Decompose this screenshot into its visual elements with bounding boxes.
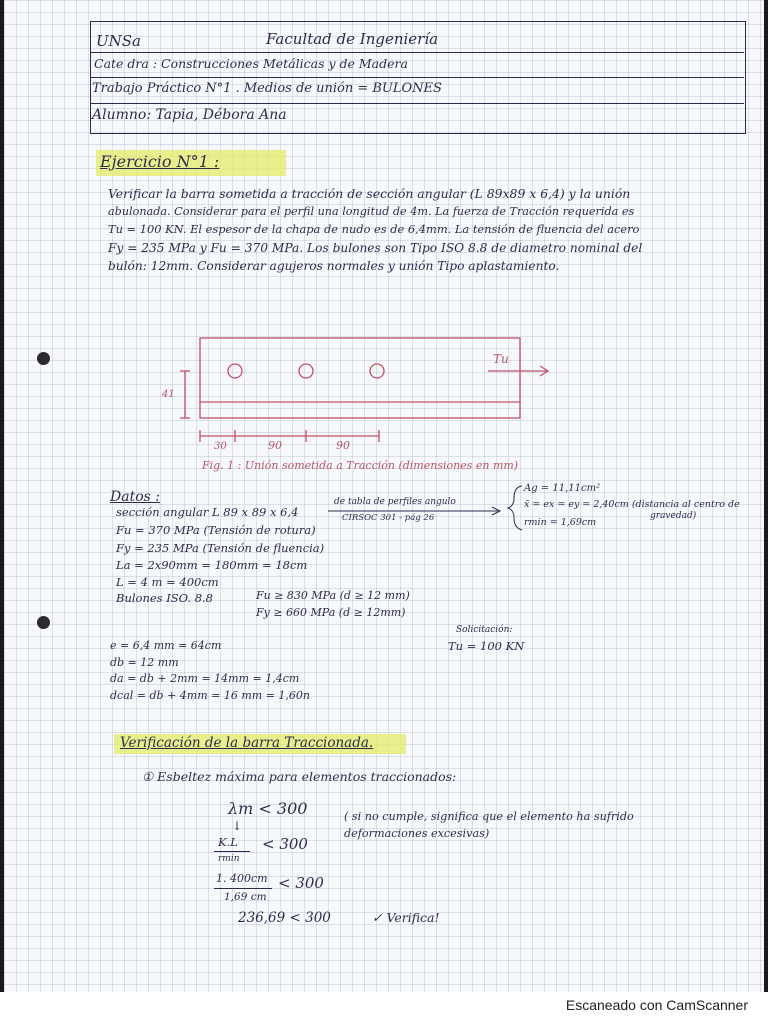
plate-outline	[200, 338, 520, 418]
prop-line: Ag = 11,11cm²	[524, 483, 601, 494]
datos-line: Fy = 235 MPa (Tensión de fluencia)	[116, 541, 325, 555]
prop-line: x̄ = ex = ey = 2,40cm (distancia al centro de	[524, 499, 740, 510]
slenderness-note: ( si no cumple, significa que el elemento ha sufrido deformaciones excesivas)	[344, 810, 634, 840]
verification-subtitle: ① Esbeltez máxima para elementos traccionados:	[142, 769, 457, 784]
solicitacion-value: Tu = 100 KN	[448, 639, 525, 653]
bolt-hole	[370, 364, 384, 378]
exercise-title: Ejercicio N°1 :	[100, 152, 220, 171]
datos-line: La = 2x90mm = 180mm = 18cm	[116, 558, 308, 572]
geom-line: e = 6,4 mm = 64cm	[110, 639, 222, 652]
header-catedra: Cate dra : Construcciones Metálicas y de Madera	[94, 56, 408, 71]
table-ref-bottom: CIRSOC 301 - pág 26	[342, 513, 435, 523]
datos-line: Bulones ISO. 8.8	[116, 591, 214, 605]
geom-line: db = 12 mm	[110, 656, 179, 669]
statement-line: Verificar la barra sometida a tracción de sección angular (L 89x89 x 6,4) y la unión	[108, 186, 631, 201]
kl-denominator: rmin	[218, 854, 240, 864]
solicitacion-label: Solicitación:	[456, 625, 513, 635]
table-ref-top: de tabla de perfiles angulo	[334, 497, 456, 507]
verifica-mark: ✓ Verifica!	[372, 910, 440, 925]
datos-line: Fu = 370 MPa (Tensión de rotura)	[116, 523, 316, 537]
denominator-2: 1,69 cm	[224, 891, 267, 903]
dim-height-label: 41	[162, 389, 175, 400]
fraction-bar	[214, 888, 272, 889]
geom-line: dcal = db + 4mm = 16 mm = 1,60n	[110, 689, 310, 702]
prop-line: gravedad)	[650, 511, 697, 521]
header-trabajo: Trabajo Práctico N°1 . Medios de unión = BULONES	[92, 81, 442, 96]
prop-line: rmin = 1,69cm	[524, 517, 597, 528]
dim-30-label: 30	[214, 441, 227, 452]
figure-caption: Fig. 1 : Unión sometida a Tracción (dimensiones en mm)	[202, 459, 519, 472]
geom-line: da = db + 2mm = 14mm = 1,4cm	[110, 672, 300, 685]
header-university: UNSa	[96, 32, 141, 50]
statement-line: Fy = 235 MPa y Fu = 370 MPa. Los bulones son Tipo ISO 8.8 de diametro nominal del	[108, 241, 643, 255]
datos-line: L = 4 m = 400cm	[116, 575, 219, 589]
bolt-hole	[299, 364, 313, 378]
statement-line: Tu = 100 KN. El espesor de la chapa de nudo es de 6,4mm. La tensión de fluencia del acero	[108, 222, 640, 236]
statement-line: bulón: 12mm. Considerar agujeros normales y unión Tipo aplastamiento.	[108, 259, 560, 273]
props-brace	[508, 486, 522, 530]
bolt-prop: Fy ≥ 660 MPa (d ≥ 12mm)	[256, 606, 406, 619]
force-label: Tu	[493, 352, 509, 366]
numerator-2: 1. 400cm	[216, 872, 268, 885]
slenderness-line: λm < 300	[228, 799, 308, 818]
dim-90b-label: 90	[336, 439, 350, 452]
fraction-bar	[214, 851, 250, 852]
slenderness-arrow: ↓	[232, 819, 243, 833]
bolt-prop: Fu ≥ 830 MPa (d ≥ 12 mm)	[256, 589, 410, 602]
result-line: 236,69 < 300	[238, 910, 331, 926]
kl-numerator: K.L	[218, 835, 238, 849]
scanner-label: Escaneado con CamScanner	[565, 997, 748, 1013]
rhs-2: < 300	[278, 874, 324, 892]
statement-line: abulonada. Considerar para el perfil una longitud de 4m. La fuerza de Tracción requerida es	[108, 205, 635, 218]
bolt-hole	[228, 364, 242, 378]
header-alumno: Alumno: Tapia, Débora Ana	[92, 107, 287, 123]
dim-90a-label: 90	[268, 439, 282, 452]
notebook-page	[4, 0, 764, 992]
verification-title: Verificación de la barra Traccionada.	[120, 735, 374, 751]
scanner-footer	[0, 992, 768, 1024]
datos-line: sección angular L 89 x 89 x 6,4	[116, 505, 299, 519]
datos-title: Datos :	[110, 489, 160, 505]
kl-rhs: < 300	[262, 835, 308, 853]
header-faculty: Facultad de Ingeniería	[266, 30, 439, 48]
